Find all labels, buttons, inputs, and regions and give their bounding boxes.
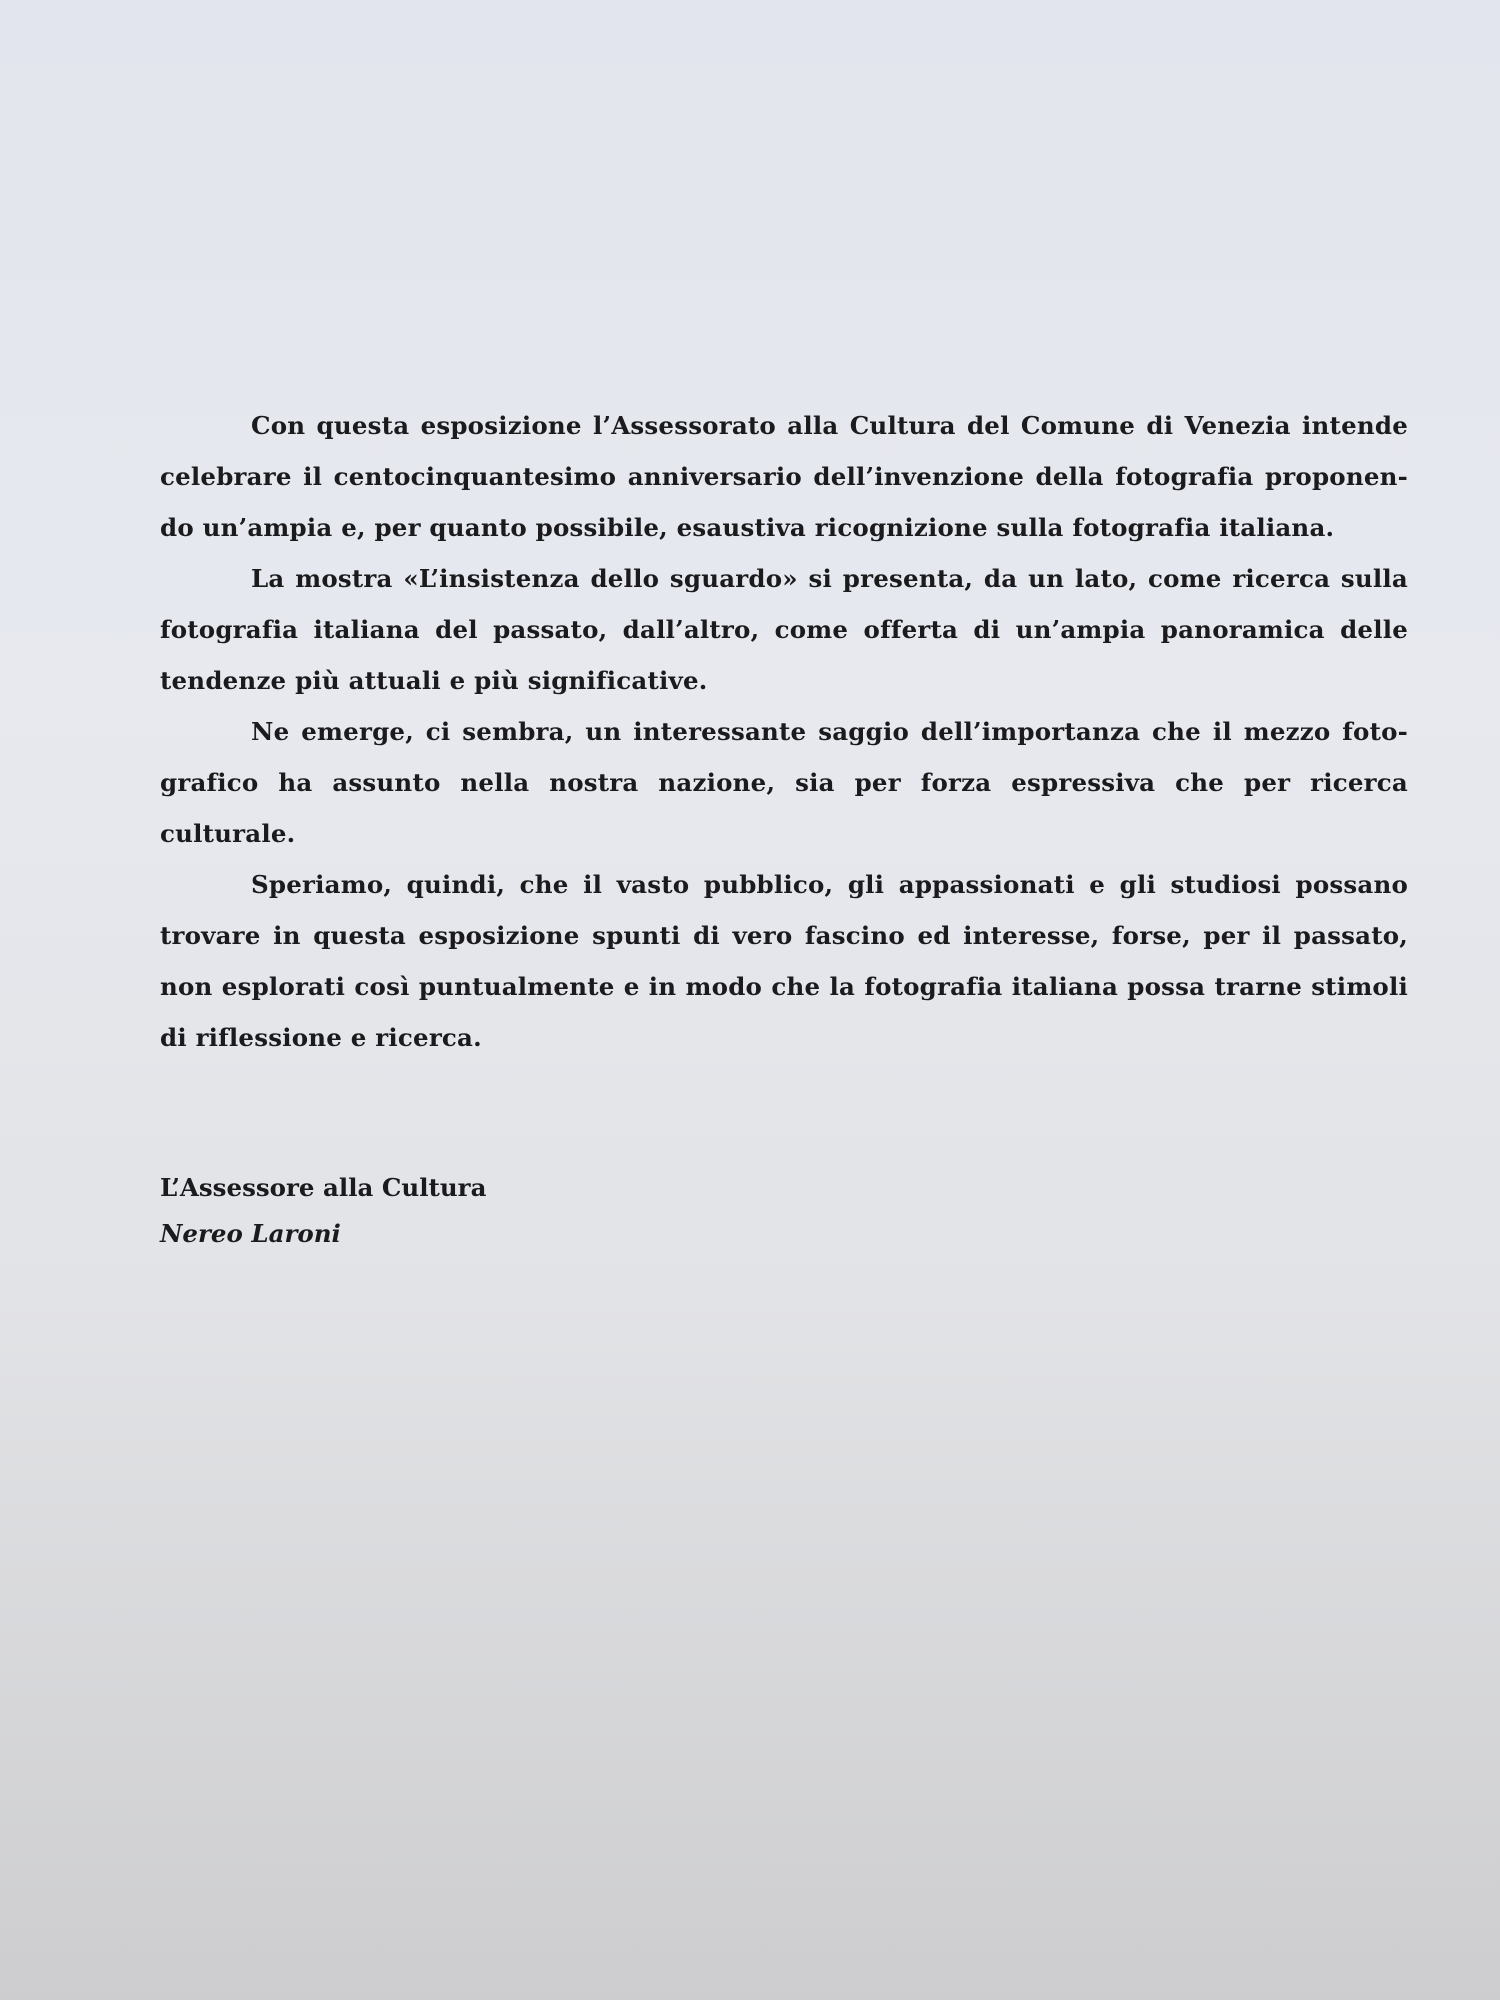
paragraph-2-line-3: tendenze più attuali e più significative. <box>160 666 708 695</box>
body-text <box>160 400 1408 1063</box>
signature-name: Nereo Laroni <box>160 1219 341 1248</box>
paragraph-1-line-1: Con questa esposizione l’Assessorato alla Cultura del Comune di Venezia intende <box>251 411 1408 440</box>
signature-role: L’Assessore alla Cultura <box>160 1173 487 1202</box>
signature-block <box>160 1165 486 1257</box>
paragraph-4-line-3: non esplorati così puntualmente e in modo che la fotografia italiana possa trarne stimoli <box>160 972 1408 1001</box>
paragraph-4-line-2: trovare in questa esposizione spunti di vero fascino ed interesse, forse, per il passato, <box>160 921 1408 950</box>
paragraph-3-line-1: Ne emerge, ci sembra, un interessante saggio dell’importanza che il mezzo foto- <box>251 717 1408 746</box>
paragraph-4-line-1: Speriamo, quindi, che il vasto pubblico, gli appassionati e gli studiosi possano <box>251 870 1408 899</box>
paragraph-3-line-2: grafico ha assunto nella nostra nazione, sia per forza espressiva che per ricerca <box>160 768 1408 797</box>
paragraph-1-line-2: celebrare il centocinquantesimo anniversario dell’invenzione della fotografia proponen- <box>160 462 1408 491</box>
paragraph-2-line-2: fotografia italiana del passato, dall’altro, come offerta di un’ampia panoramica delle <box>160 615 1408 644</box>
paragraph-4-line-4: di riflessione e ricerca. <box>160 1023 482 1052</box>
paragraph-3-line-3: culturale. <box>160 819 296 848</box>
paragraph-1-line-3: do un’ampia e, per quanto possibile, esaustiva ricognizione sulla fotografia italiana. <box>160 513 1335 542</box>
paragraph-2-line-1: La mostra «L’insistenza dello sguardo» si presenta, da un lato, come ricerca sulla <box>251 564 1408 593</box>
